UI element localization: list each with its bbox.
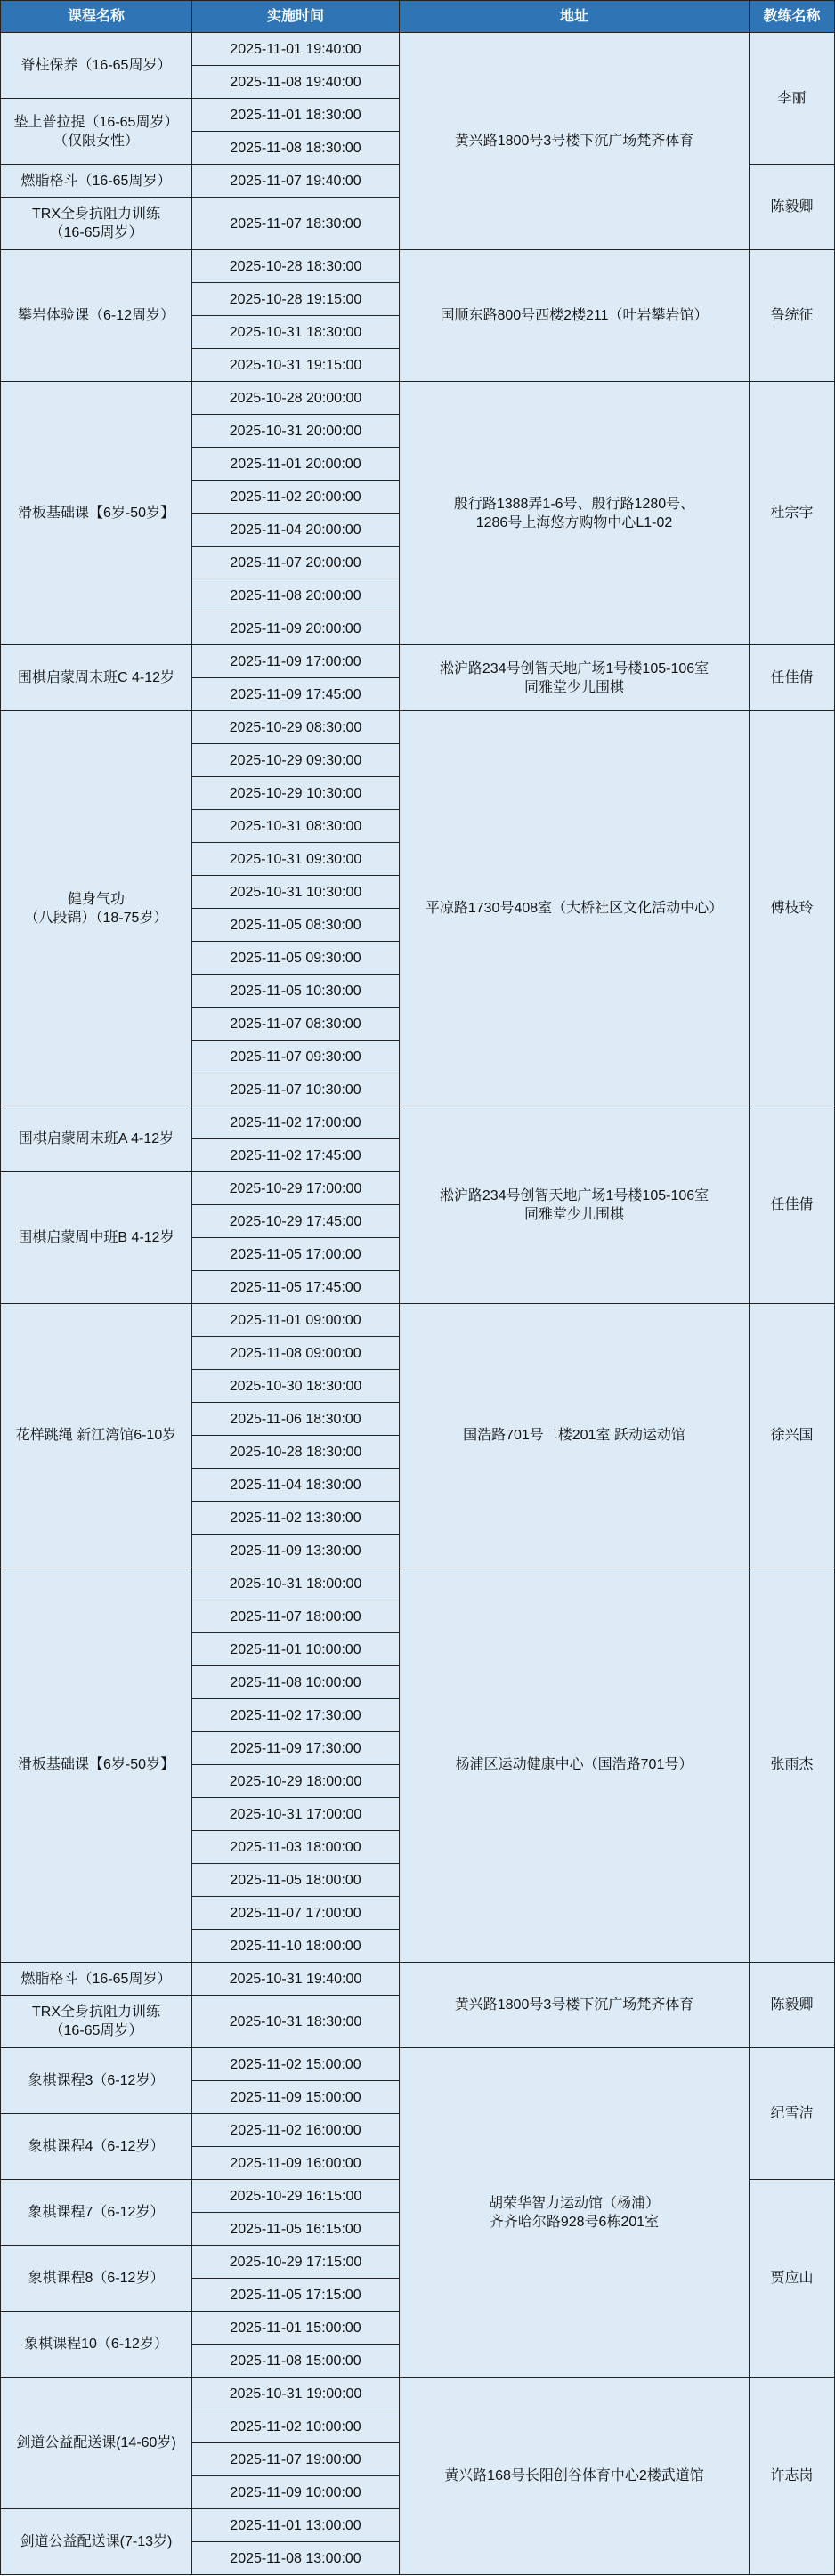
session-time-cell: 2025-11-02 16:00:00 — [192, 2114, 400, 2147]
session-time-cell: 2025-10-29 17:15:00 — [192, 2246, 400, 2279]
session-time-cell: 2025-11-05 17:15:00 — [192, 2279, 400, 2312]
session-time-cell: 2025-10-29 17:00:00 — [192, 1172, 400, 1205]
course-name-cell: 象棋课程8（6-12岁） — [1, 2246, 192, 2312]
session-time-cell: 2025-11-09 17:45:00 — [192, 678, 400, 711]
session-time-cell: 2025-10-31 18:30:00 — [192, 1996, 400, 2048]
session-time-cell: 2025-11-01 20:00:00 — [192, 448, 400, 481]
session-time-cell: 2025-10-29 10:30:00 — [192, 777, 400, 810]
session-time-cell: 2025-11-07 09:30:00 — [192, 1041, 400, 1073]
course-name-cell: 花样跳绳 新江湾馆6-10岁 — [1, 1304, 192, 1567]
session-time-cell: 2025-10-31 19:40:00 — [192, 1963, 400, 1996]
session-time-cell: 2025-10-31 18:00:00 — [192, 1567, 400, 1600]
session-time-cell: 2025-11-07 08:30:00 — [192, 1008, 400, 1041]
coach-name-cell: 杜宗宇 — [750, 382, 835, 645]
session-time-cell: 2025-10-31 17:00:00 — [192, 1798, 400, 1831]
session-time-cell: 2025-11-08 19:40:00 — [192, 66, 400, 99]
session-time-cell: 2025-10-29 17:45:00 — [192, 1205, 400, 1238]
address-cell: 黄兴路1800号3号楼下沉广场梵齐体育 — [400, 33, 750, 250]
address-cell: 黄兴路168号长阳创谷体育中心2楼武道馆 — [400, 2378, 750, 2575]
course-name-cell: 垫上普拉提（16-65周岁） （仅限女性） — [1, 99, 192, 165]
course-name-cell: 剑道公益配送课(7-13岁) — [1, 2509, 192, 2575]
course-name-cell: 燃脂格斗（16-65周岁） — [1, 165, 192, 198]
session-time-cell: 2025-11-01 09:00:00 — [192, 1304, 400, 1337]
session-time-cell: 2025-10-31 08:30:00 — [192, 810, 400, 843]
session-time-cell: 2025-11-02 13:30:00 — [192, 1502, 400, 1535]
session-time-cell: 2025-11-05 17:00:00 — [192, 1238, 400, 1271]
coach-name-cell: 李丽 — [750, 33, 835, 165]
address-cell: 淞沪路234号创智天地广场1号楼105-106室 同雅堂少儿围棋 — [400, 645, 750, 711]
course-name-cell: 象棋课程3（6-12岁） — [1, 2048, 192, 2114]
session-time-cell: 2025-11-09 20:00:00 — [192, 612, 400, 645]
session-time-cell: 2025-10-31 20:00:00 — [192, 415, 400, 448]
course-name-cell: 围棋启蒙周末班C 4-12岁 — [1, 645, 192, 711]
session-time-cell: 2025-11-08 15:00:00 — [192, 2345, 400, 2378]
session-time-cell: 2025-11-04 20:00:00 — [192, 514, 400, 547]
session-time-cell: 2025-11-07 20:00:00 — [192, 547, 400, 579]
address-cell: 殷行路1388弄1-6号、殷行路1280号、 1286号上海悠方购物中心L1-02 — [400, 382, 750, 645]
course-name-cell: 攀岩体验课（6-12周岁） — [1, 250, 192, 382]
session-time-cell: 2025-11-01 18:30:00 — [192, 99, 400, 132]
course-name-cell: 脊柱保养（16-65周岁） — [1, 33, 192, 99]
course-name-cell: 剑道公益配送课(14-60岁) — [1, 2378, 192, 2509]
coach-name-cell: 陈毅卿 — [750, 1963, 835, 2048]
session-time-cell: 2025-11-05 08:30:00 — [192, 909, 400, 942]
coach-name-cell: 任佳倩 — [750, 645, 835, 711]
session-time-cell: 2025-11-08 10:00:00 — [192, 1666, 400, 1699]
course-name-cell: 围棋启蒙周中班B 4-12岁 — [1, 1172, 192, 1304]
session-time-cell: 2025-11-09 10:00:00 — [192, 2476, 400, 2509]
course-name-cell: 象棋课程4（6-12岁） — [1, 2114, 192, 2180]
course-name-cell: 健身气功 （八段锦）（18-75岁） — [1, 711, 192, 1106]
session-time-cell: 2025-11-01 19:40:00 — [192, 33, 400, 66]
session-time-cell: 2025-11-02 10:00:00 — [192, 2410, 400, 2443]
session-time-cell: 2025-11-07 19:40:00 — [192, 165, 400, 198]
session-time-cell: 2025-10-28 19:15:00 — [192, 283, 400, 316]
session-time-cell: 2025-11-02 17:00:00 — [192, 1106, 400, 1139]
session-time-cell: 2025-11-02 15:00:00 — [192, 2048, 400, 2081]
session-time-cell: 2025-11-10 18:00:00 — [192, 1930, 400, 1963]
coach-name-cell: 傅枝玲 — [750, 711, 835, 1106]
session-time-cell: 2025-11-06 18:30:00 — [192, 1403, 400, 1436]
coach-name-cell: 徐兴国 — [750, 1304, 835, 1567]
coach-name-cell: 许志岗 — [750, 2378, 835, 2575]
session-time-cell: 2025-10-31 09:30:00 — [192, 843, 400, 876]
session-time-cell: 2025-11-01 10:00:00 — [192, 1633, 400, 1666]
session-time-cell: 2025-11-02 17:30:00 — [192, 1699, 400, 1732]
course-name-cell: 滑板基础课【6岁-50岁】 — [1, 382, 192, 645]
session-time-cell: 2025-11-08 20:00:00 — [192, 579, 400, 612]
course-name-cell: TRX全身抗阻力训练 （16-65周岁） — [1, 198, 192, 250]
address-cell: 淞沪路234号创智天地广场1号楼105-106室 同雅堂少儿围棋 — [400, 1106, 750, 1304]
session-time-cell: 2025-11-05 17:45:00 — [192, 1271, 400, 1304]
session-time-cell: 2025-11-09 17:00:00 — [192, 645, 400, 678]
session-time-cell: 2025-10-29 08:30:00 — [192, 711, 400, 744]
session-time-cell: 2025-10-31 10:30:00 — [192, 876, 400, 909]
session-time-cell: 2025-11-01 15:00:00 — [192, 2312, 400, 2345]
session-time-cell: 2025-11-09 15:00:00 — [192, 2081, 400, 2114]
session-time-cell: 2025-11-01 13:00:00 — [192, 2509, 400, 2542]
session-time-cell: 2025-11-08 13:00:00 — [192, 2542, 400, 2575]
course-name-cell: 滑板基础课【6岁-50岁】 — [1, 1567, 192, 1963]
session-time-cell: 2025-10-29 18:00:00 — [192, 1765, 400, 1798]
session-time-cell: 2025-11-03 18:00:00 — [192, 1831, 400, 1864]
course-name-cell: TRX全身抗阻力训练 （16-65周岁） — [1, 1996, 192, 2048]
session-time-cell: 2025-10-30 18:30:00 — [192, 1370, 400, 1403]
session-time-cell: 2025-10-29 16:15:00 — [192, 2180, 400, 2213]
session-time-cell: 2025-11-02 17:45:00 — [192, 1139, 400, 1172]
course-name-cell: 象棋课程10（6-12岁） — [1, 2312, 192, 2378]
session-time-cell: 2025-10-31 19:00:00 — [192, 2378, 400, 2410]
session-time-cell: 2025-11-05 18:00:00 — [192, 1864, 400, 1897]
session-time-cell: 2025-10-29 09:30:00 — [192, 744, 400, 777]
session-time-cell: 2025-11-04 18:30:00 — [192, 1469, 400, 1502]
header-course-name: 课程名称 — [1, 1, 192, 33]
session-time-cell: 2025-11-08 09:00:00 — [192, 1337, 400, 1370]
session-time-cell: 2025-11-07 18:00:00 — [192, 1600, 400, 1633]
address-cell: 黄兴路1800号3号楼下沉广场梵齐体育 — [400, 1963, 750, 2048]
header-address: 地址 — [400, 1, 750, 33]
coach-name-cell: 贾应山 — [750, 2180, 835, 2378]
session-time-cell: 2025-11-05 09:30:00 — [192, 942, 400, 975]
course-name-cell: 燃脂格斗（16-65周岁） — [1, 1963, 192, 1996]
session-time-cell: 2025-11-05 10:30:00 — [192, 975, 400, 1008]
session-time-cell: 2025-11-09 16:00:00 — [192, 2147, 400, 2180]
course-name-cell: 象棋课程7（6-12岁） — [1, 2180, 192, 2246]
session-time-cell: 2025-11-09 13:30:00 — [192, 1535, 400, 1567]
address-cell: 平凉路1730号408室（大桥社区文化活动中心） — [400, 711, 750, 1106]
session-time-cell: 2025-10-28 18:30:00 — [192, 250, 400, 283]
session-time-cell: 2025-10-28 20:00:00 — [192, 382, 400, 415]
address-cell: 杨浦区运动健康中心（国浩路701号） — [400, 1567, 750, 1963]
session-time-cell: 2025-11-07 10:30:00 — [192, 1073, 400, 1106]
address-cell: 胡荣华智力运动馆（杨浦） 齐齐哈尔路928号6栋201室 — [400, 2048, 750, 2378]
session-time-cell: 2025-11-07 19:00:00 — [192, 2443, 400, 2476]
coach-name-cell: 陈毅卿 — [750, 165, 835, 250]
coach-name-cell: 纪雪洁 — [750, 2048, 835, 2180]
address-cell: 国顺东路800号西楼2楼211（叶岩攀岩馆） — [400, 250, 750, 382]
coach-name-cell: 张雨杰 — [750, 1567, 835, 1963]
session-time-cell: 2025-10-31 19:15:00 — [192, 349, 400, 382]
address-cell: 国浩路701号二楼201室 跃动运动馆 — [400, 1304, 750, 1567]
session-time-cell: 2025-11-07 18:30:00 — [192, 198, 400, 250]
session-time-cell: 2025-10-31 18:30:00 — [192, 316, 400, 349]
coach-name-cell: 任佳倩 — [750, 1106, 835, 1304]
session-time-cell: 2025-11-07 17:00:00 — [192, 1897, 400, 1930]
course-name-cell: 围棋启蒙周末班A 4-12岁 — [1, 1106, 192, 1172]
session-time-cell: 2025-11-08 18:30:00 — [192, 132, 400, 165]
header-coach-name: 教练名称 — [750, 1, 835, 33]
session-time-cell: 2025-10-28 18:30:00 — [192, 1436, 400, 1469]
session-time-cell: 2025-11-09 17:30:00 — [192, 1732, 400, 1765]
coach-name-cell: 鲁统征 — [750, 250, 835, 382]
header-session-time: 实施时间 — [192, 1, 400, 33]
session-time-cell: 2025-11-05 16:15:00 — [192, 2213, 400, 2246]
session-time-cell: 2025-11-02 20:00:00 — [192, 481, 400, 514]
